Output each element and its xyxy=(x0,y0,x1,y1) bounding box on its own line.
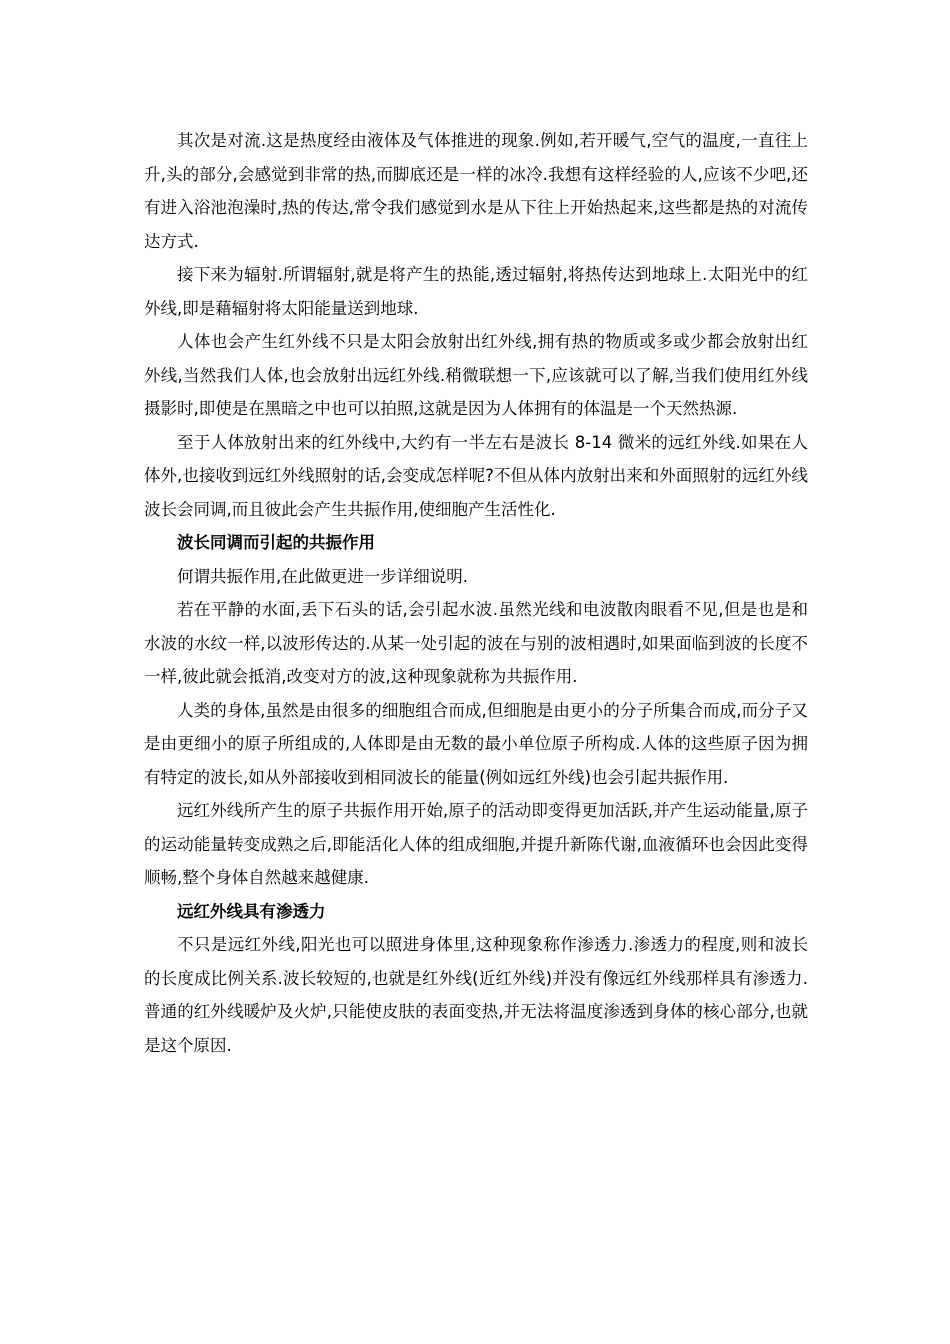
paragraph-radiation: 接下来为辐射.所谓辐射,就是将产生的热能,透过辐射,将热传达到地球上.太阳光中的红外线,即是藉辐射将太阳能量送到地球. xyxy=(144,265,808,318)
section-heading-penetration: 远红外线具有渗透力 xyxy=(177,901,326,921)
document-body xyxy=(144,124,808,1062)
paragraph-human-infrared: 人体也会产生红外线不只是太阳会放射出红外线,拥有热的物质或多或少都会放射出红外线,当然我们人体,也会放射出远红外线.稍微联想一下,应该就可以了解,当我们使用红外线摄影时,即使是在黑暗之中也可以拍照,这就是因为人体拥有的体温是一个天然热源. xyxy=(144,332,808,418)
paragraph-convection: 其次是对流.这是热度经由液体及气体推进的现象.例如,若开暖气,空气的温度,一直往上升,头的部分,会感觉到非常的热,而脚底还是一样的冰冷.我想有这样经验的人,应该不少吧,还有进入浴池泡澡时,热的传达,常令我们感觉到水是从下往上开始热起来,这些都是热的对流传达方式. xyxy=(144,131,808,251)
paragraph-atomic-resonance: 远红外线所产生的原子共振作用开始,原子的活动即变得更加活跃,并产生运动能量,原子的运动能量转变成熟之后,即能活化人体的组成细胞,并提升新陈代谢,血液循环也会因此变得顺畅,整个身体自然越来越健康. xyxy=(144,801,808,887)
paragraph-far-infrared-wavelength: 至于人体放射出来的红外线中,大约有一半左右是波长 8-14 微米的远红外线.如果在人体外,也接收到远红外线照射的话,会变成怎样呢?不但从体内放射出来和外面照射的远红外线波长会同调,而且彼此会产生共振作用,使细胞产生活性化. xyxy=(144,432,808,519)
section-heading-resonance: 波长同调而引起的共振作用 xyxy=(177,533,375,552)
paragraph-human-atoms: 人类的身体,虽然是由很多的细胞组合而成,但细胞是由更小的分子所集合而成,而分子又是由更细小的原子所组成的,人体即是由无数的最小单位原子所构成.人体的这些原子因为拥有特定的波长,如从外部接收到相同波长的能量(例如远红外线)也会引起共振作用. xyxy=(144,700,808,787)
paragraph-resonance-intro: 何谓共振作用,在此做更进一步详细说明. xyxy=(177,566,468,586)
paragraph-penetration: 不只是远红外线,阳光也可以照进身体里,这种现象称作渗透力.渗透力的程度,则和波长的长度成比例关系.波长较短的,也就是红外线(近红外线)并没有像远红外线那样具有渗透力.普通的红外线暖炉及火炉,只能使皮肤的表面变热,并无法将温度渗透到身体的核心部分,也就是这个原因. xyxy=(144,935,808,1055)
paragraph-water-waves: 若在平静的水面,丢下石头的话,会引起水波.虽然光线和电波散肉眼看不见,但是也是和水波的水纹一样,以波形传达的.从某一处引起的波在与别的波相遇时,如果面临到波的长度不一样,彼此就会抵消,改变对方的波,这种现象就称为共振作用. xyxy=(144,600,808,686)
